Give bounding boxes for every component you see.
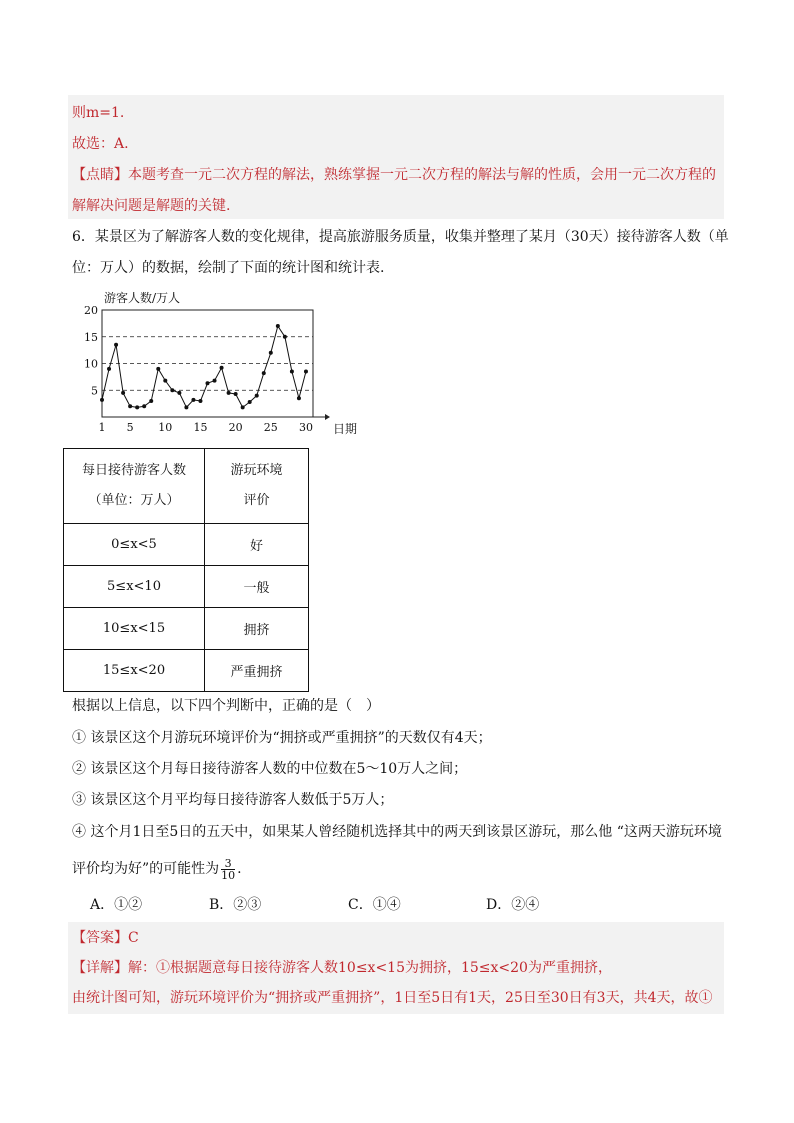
- solution-line-1: 则m=1.: [72, 105, 125, 121]
- header-count-line-2: （单位：万人）: [88, 493, 180, 508]
- statement-3: ③ 该景区这个月平均每日接待游客人数低于5万人；: [72, 792, 394, 808]
- data-point: [304, 370, 308, 374]
- data-point: [107, 367, 111, 371]
- data-point: [283, 335, 287, 339]
- solution-line-2: 故选：A.: [72, 136, 129, 152]
- explanation-line-2: 由统计图可知，游玩环境评价为“拥挤或严重拥挤”，1日至5日有1天，25日至30日有3天，共4天，故①: [72, 990, 713, 1006]
- data-point: [227, 391, 231, 395]
- data-point: [191, 398, 195, 402]
- x-tick-label: 10: [158, 421, 173, 434]
- answer-options: [0, 895, 794, 915]
- table-cell-range: 10≤x<15: [64, 608, 205, 650]
- x-tick-label: 30: [298, 421, 313, 434]
- data-point: [206, 381, 210, 385]
- data-point: [170, 388, 174, 392]
- data-point: [262, 371, 266, 375]
- statement-4-line-1: ④ 这个月1日至5日的五天中，如果某人曾经随机选择其中的两天到该景区游玩，那么他 “这两天游玩环境: [72, 824, 722, 840]
- statement-1: ① 该景区这个月游玩环境评价为“拥挤或严重拥挤”的天数仅有4天；: [72, 730, 492, 746]
- x-axis-arrow: [325, 414, 330, 420]
- data-point: [163, 379, 167, 383]
- table-cell-rating: 好: [205, 524, 309, 566]
- table-cell-range: 15≤x<20: [64, 650, 205, 692]
- table-row: [64, 650, 309, 692]
- x-tick-label: 5: [126, 421, 134, 434]
- data-point: [220, 366, 224, 370]
- table-cell-rating: 拥挤: [205, 608, 309, 650]
- data-point: [184, 405, 188, 409]
- data-point: [269, 351, 273, 355]
- series-line: [102, 326, 306, 407]
- table-header-row: [64, 449, 309, 524]
- question-line-2: 位：万人）的数据，绘制了下面的统计图和统计表.: [72, 260, 385, 276]
- data-point: [198, 399, 202, 403]
- data-point: [213, 379, 217, 383]
- option-c: C．①④: [348, 897, 401, 913]
- visitor-line-chart: [72, 285, 432, 435]
- probability-fraction: [221, 858, 235, 881]
- statements-intro: 根据以上信息，以下四个判断中，正确的是（ ）: [72, 698, 380, 714]
- explanation-tag: 【详解】: [72, 960, 128, 976]
- data-point: [248, 400, 252, 404]
- table-cell-range: 5≤x<10: [64, 566, 205, 608]
- header-rating-line-2: 评价: [243, 493, 270, 508]
- answer-tag: 【答案】: [72, 930, 128, 946]
- statement-2: ② 该景区这个月每日接待游客人数的中位数在5～10万人之间；: [72, 761, 468, 777]
- y-tick-label: 5: [91, 384, 98, 398]
- y-tick-label: 15: [84, 330, 98, 344]
- data-point: [276, 324, 280, 328]
- chart-layer: [84, 290, 357, 435]
- option-b: B．②③: [209, 897, 262, 913]
- data-point: [114, 343, 118, 347]
- dianjing-line-1: [72, 165, 716, 185]
- x-tick-label: 20: [228, 421, 243, 434]
- x-tick-label: 1: [98, 421, 106, 434]
- table-cell-range: 0≤x<5: [64, 524, 205, 566]
- table-row: [64, 566, 309, 608]
- data-point: [255, 394, 259, 398]
- data-point: [100, 398, 104, 402]
- y-tick-label: 10: [84, 357, 98, 371]
- y-axis-label: 游客人数/万人: [104, 291, 181, 305]
- data-point: [135, 405, 139, 409]
- data-point: [142, 404, 146, 408]
- statement-4-prefix: 评价均为好”的可能性为: [72, 861, 220, 877]
- table-row: [64, 608, 309, 650]
- explanation-line-1: [72, 958, 612, 978]
- table-cell-rating: 严重拥挤: [205, 650, 309, 692]
- data-point: [121, 391, 125, 395]
- fraction-numerator: 3: [221, 858, 235, 870]
- table-header-rating: [205, 449, 309, 524]
- table-row: [64, 524, 309, 566]
- data-point: [290, 370, 294, 374]
- option-a: A．①②: [90, 897, 143, 913]
- data-point: [156, 367, 160, 371]
- statement-4-suffix: .: [237, 861, 242, 877]
- table-cell-rating: 一般: [205, 566, 309, 608]
- data-point: [297, 396, 301, 400]
- fraction-denominator: 10: [221, 868, 236, 882]
- dianjing-text: 本题考查一元二次方程的解法，熟练掌握一元二次方程的解法与解的性质，会用一元二次方程的: [128, 167, 716, 183]
- y-tick-label: 20: [84, 304, 98, 317]
- x-tick-label: 25: [263, 421, 278, 434]
- dianjing-tag: 【点睛】: [72, 167, 128, 183]
- data-point: [177, 391, 181, 395]
- data-point: [128, 404, 132, 408]
- answer-value: C: [128, 930, 139, 946]
- header-rating-line-1: 游玩环境: [230, 463, 283, 478]
- header-count-line-1: 每日接待游客人数: [81, 463, 186, 478]
- rating-table: [63, 448, 309, 692]
- dianjing-line-2: 解解决问题是解题的关键.: [72, 198, 231, 214]
- data-point: [241, 405, 245, 409]
- option-d: D．②④: [486, 897, 540, 913]
- explanation-text-1: 解：①根据题意每日接待游客人数10≤x<15为拥挤，15≤x<20为严重拥挤，: [128, 960, 612, 976]
- answer-line: [72, 928, 139, 948]
- data-point: [149, 399, 153, 403]
- table-header-count: [64, 449, 205, 524]
- data-point: [234, 392, 238, 396]
- question-line-1: 6．某景区为了解游客人数的变化规律，提高旅游服务质量，收集并整理了某月（30天）接待游客人数（单: [72, 229, 729, 245]
- statement-4-line-2: [72, 855, 242, 883]
- x-axis-label: 日期: [333, 422, 358, 435]
- x-tick-label: 15: [193, 421, 208, 434]
